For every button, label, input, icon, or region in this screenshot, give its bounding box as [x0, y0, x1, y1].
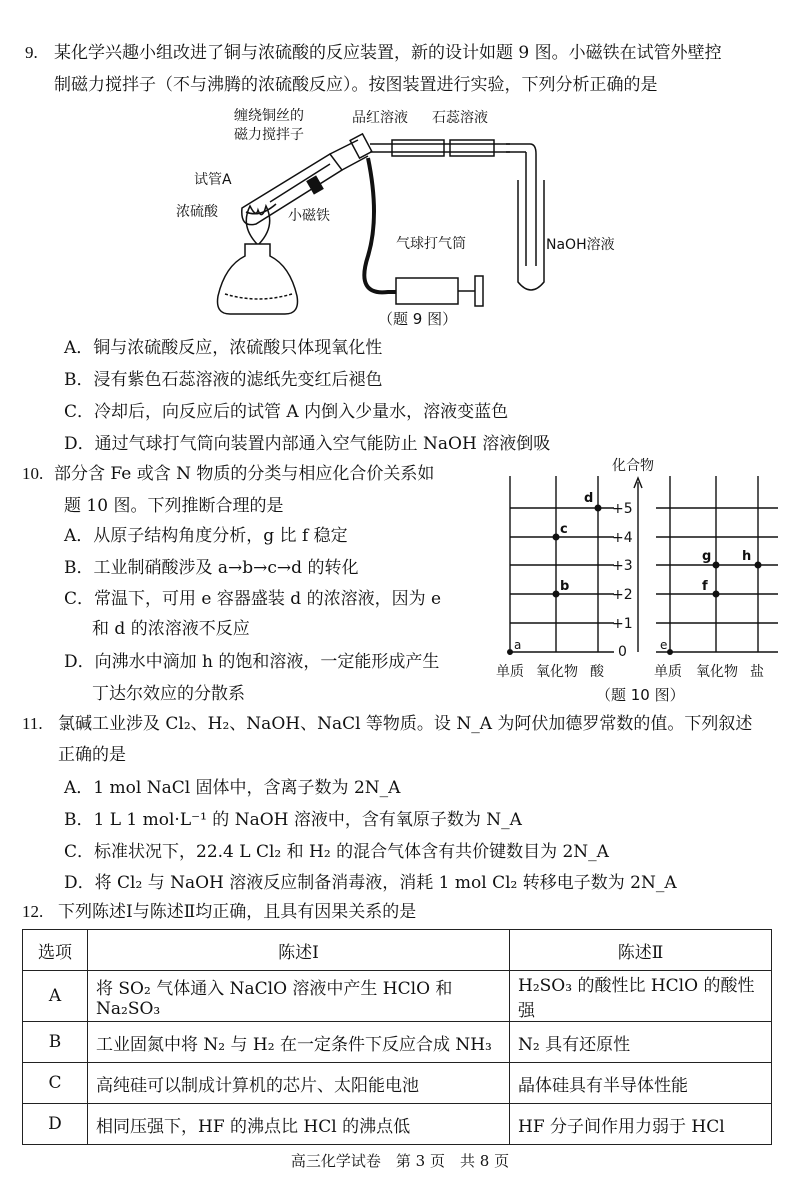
table-row [23, 971, 772, 1022]
q11-stem-line2: 正确的是 [58, 745, 126, 765]
q10-xlabel-4: 单质 [654, 664, 682, 680]
q9-stem-line1: 某化学兴趣小组改进了铜与浓硫酸的反应装置，新的设计如题 9 图。小磁铁在试管外壁控 [54, 43, 722, 63]
q10-point-b [553, 591, 560, 598]
table-cell-statement-1: 将 SO₂ 气体通入 NaClO 溶液中产生 HClO 和 Na₂SO₃ [88, 971, 510, 1022]
table-header-option: 选项 [23, 930, 88, 971]
q9-option-a: A．铜与浓硫酸反应，浓硫酸只体现氧化性 [64, 338, 383, 358]
q10-option-a: A．从原子结构角度分析，g 比 f 稳定 [64, 526, 348, 546]
q9-fig-caption: （题 9 图） [378, 310, 458, 328]
q10-ytick-p1: +1 [612, 616, 633, 632]
table-cell-option: A [23, 971, 88, 1022]
q10-point-e [667, 649, 673, 655]
q11-option-a: A．1 mol NaCl 固体中，含离子数为 2N_A [64, 778, 401, 798]
q12-stem: 下列陈述Ⅰ与陈述Ⅱ均正确，且具有因果关系的是 [58, 902, 417, 922]
q10-point-g-label: g [702, 549, 712, 564]
q10-point-f-label: f [702, 579, 708, 594]
q11-option-c: C．标准状况下，22.4 L Cl₂ 和 H₂ 的混合气体含有共价键数目为 2N_A [64, 842, 609, 862]
q10-xlabel-3: 酸 [590, 664, 604, 680]
table-row [23, 1063, 772, 1104]
q10-point-g [713, 562, 720, 569]
q10-point-h [755, 562, 762, 569]
q9-number: 9. [25, 43, 38, 62]
q10-xlabel-6: 盐 [750, 664, 764, 680]
table-cell-statement-2: 晶体硅具有半导体性能 [510, 1063, 772, 1104]
q10-point-d [595, 505, 602, 512]
q9-fig-label-stirrer-1: 缠绕铜丝的 [234, 108, 304, 124]
q11-number: 11. [22, 714, 43, 733]
q9-fig-label-tube-a: 试管A [194, 172, 232, 188]
q9-fig-label-acid: 浓硫酸 [176, 204, 218, 220]
table-header-row [23, 930, 772, 971]
q12-number: 12. [22, 902, 44, 921]
table-cell-statement-2: HF 分子间作用力弱于 HCl [510, 1104, 772, 1145]
q10-point-h-label: h [742, 549, 752, 564]
q10-xlabel-1: 单质 [496, 664, 524, 680]
q10-option-c-line1: C．常温下，可用 e 容器盛装 d 的浓溶液，因为 e [64, 589, 442, 609]
q9-fig-label-magnet: 小磁铁 [288, 208, 330, 224]
q10-valence-chart [488, 452, 800, 706]
q9-fig-label-naoh: NaOH溶液 [546, 237, 615, 253]
q10-point-b-label: b [560, 579, 570, 594]
q10-point-f [713, 591, 720, 598]
q10-stem-line2: 题 10 图。下列推断合理的是 [64, 496, 284, 516]
q10-option-c-line2: 和 d 的浓溶液不反应 [92, 619, 250, 639]
q10-option-d-line2: 丁达尔效应的分散系 [92, 684, 245, 704]
table-cell-statement-1: 相同压强下，HF 的沸点比 HCl 的沸点低 [88, 1104, 510, 1145]
q10-xlabel-2: 氧化物 [536, 664, 578, 680]
table-cell-option: B [23, 1022, 88, 1063]
table-row [23, 1022, 772, 1063]
q9-fig-label-stirrer-2: 磁力搅拌子 [234, 127, 304, 143]
q10-option-b: B．工业制硝酸涉及 a→b→c→d 的转化 [64, 558, 359, 578]
q10-ytick-p3: +3 [612, 558, 633, 574]
table-header-statement-2: 陈述Ⅱ [510, 930, 772, 971]
table-cell-statement-1: 高纯硅可以制成计算机的芯片、太阳能电池 [88, 1063, 510, 1104]
q10-point-e-label: e [660, 638, 668, 652]
q9-option-d: D．通过气球打气筒向装置内部通入空气能防止 NaOH 溶液倒吸 [64, 434, 551, 454]
q11-option-d: D．将 Cl₂ 与 NaOH 溶液反应制备消毒液，消耗 1 mol Cl₂ 转移电子数为 2N_A [64, 873, 677, 893]
q9-stem-line2: 制磁力搅拌子（不与沸腾的浓硫酸反应）。按图装置进行实验，下列分析正确的是 [54, 75, 658, 95]
q10-stem-line1: 部分含 Fe 或含 N 物质的分类与相应化合价关系如 [54, 464, 435, 484]
q11-option-b: B．1 L 1 mol·L⁻¹ 的 NaOH 溶液中，含有氧原子数为 N_A [64, 810, 522, 830]
q10-ytick-p5: +5 [612, 501, 633, 517]
q10-point-a-label: a [514, 638, 522, 652]
q10-fig-caption: （题 10 图） [596, 686, 685, 704]
q11-stem-line1: 氯碱工业涉及 Cl₂、H₂、NaOH、NaCl 等物质。设 N_A 为阿伏加德罗常数的值。下列叙述 [58, 714, 753, 734]
q10-option-d-line1: D．向沸水中滴加 h 的饱和溶液，一定能形成产生 [64, 652, 440, 672]
q10-ytick-0: 0 [618, 644, 627, 660]
table-cell-option: D [23, 1104, 88, 1145]
q9-fig-label-pump: 气球打气筒 [396, 236, 466, 252]
q10-number: 10. [22, 464, 44, 483]
q10-point-a [507, 649, 513, 655]
table-cell-statement-2: N₂ 具有还原性 [510, 1022, 772, 1063]
table-cell-option: C [23, 1063, 88, 1104]
q9-fig-label-pinhong: 品红溶液 [352, 110, 408, 126]
q10-xlabel-5: 氧化物 [696, 664, 738, 680]
q9-apparatus-figure [170, 106, 615, 328]
q10-chart-ylabel: 化合物 [612, 458, 654, 474]
q12-table [22, 929, 772, 1145]
table-cell-statement-2: H₂SO₃ 的酸性比 HClO 的酸性强 [510, 971, 772, 1022]
q10-ytick-p4: +4 [612, 530, 633, 546]
page-footer: 高三化学试卷 第 3 页 共 8 页 [290, 1152, 510, 1170]
q10-point-c [553, 534, 560, 541]
q9-option-c: C．冷却后，向反应后的试管 A 内倒入少量水，溶液变蓝色 [64, 402, 509, 422]
q10-ytick-p2: +2 [612, 587, 633, 603]
table-row [23, 1104, 772, 1145]
q10-point-d-label: d [584, 491, 594, 506]
q9-fig-label-shirui: 石蕊溶液 [432, 110, 488, 126]
table-header-statement-1: 陈述Ⅰ [88, 930, 510, 971]
q9-option-b: B．浸有紫色石蕊溶液的滤纸先变红后褪色 [64, 370, 383, 390]
table-cell-statement-1: 工业固氮中将 N₂ 与 H₂ 在一定条件下反应合成 NH₃ [88, 1022, 510, 1063]
q10-point-c-label: c [560, 522, 568, 537]
